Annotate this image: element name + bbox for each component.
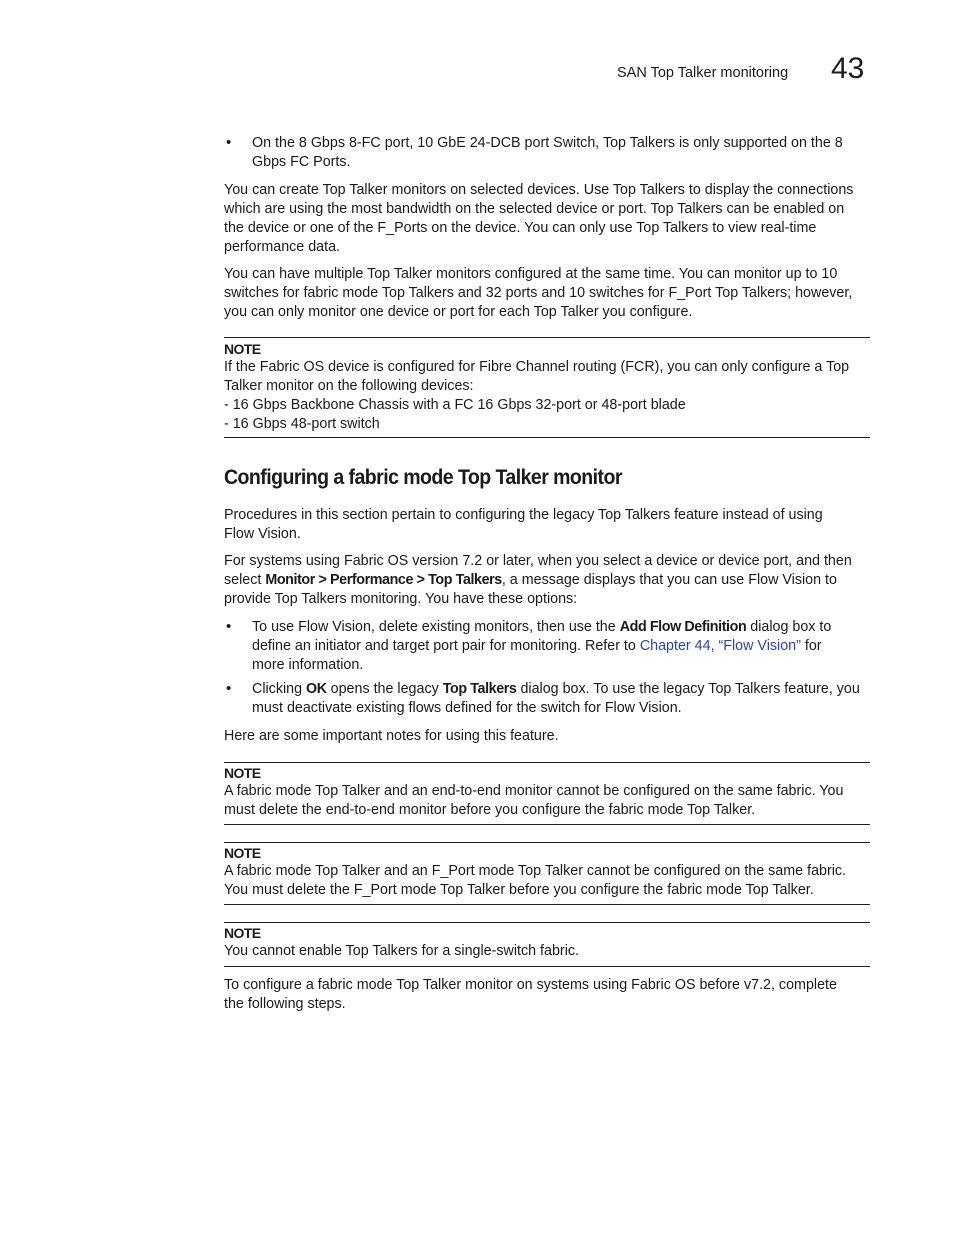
section-heading: Configuring a fabric mode Top Talker monitor bbox=[224, 466, 622, 489]
bullet-line: must deactivate existing flows defined for the switch for Flow Vision. bbox=[252, 700, 682, 716]
text-run: opens the legacy bbox=[326, 681, 443, 697]
paragraph-line bbox=[224, 571, 852, 590]
note-bottom-rule bbox=[224, 437, 870, 438]
paragraph-line: provide Top Talkers monitoring. You have these options: bbox=[224, 591, 578, 607]
note-label: NOTE bbox=[224, 341, 261, 357]
chapter-number: 43 bbox=[831, 52, 865, 85]
note-top-rule bbox=[224, 842, 870, 843]
note-label: NOTE bbox=[224, 925, 261, 941]
note-bottom-rule bbox=[224, 904, 870, 905]
paragraph-intro bbox=[224, 181, 853, 257]
text-run: Clicking bbox=[252, 681, 307, 697]
paragraph-multiple-monitors bbox=[224, 265, 852, 322]
bullet-icon: • bbox=[226, 618, 232, 635]
note-body bbox=[224, 358, 849, 434]
paragraph-line: which are using the most bandwidth on the selected device or port. Top Talkers can be enabled on bbox=[224, 201, 845, 217]
bullet-line: more information. bbox=[252, 657, 364, 673]
paragraph-line: You can create Top Talker monitors on selected devices. Use Top Talkers to display the connections bbox=[224, 182, 854, 198]
note-line: If the Fabric OS device is configured for Fibre Channel routing (FCR), you can only configure a Top bbox=[224, 359, 850, 375]
running-header-title: SAN Top Talker monitoring bbox=[617, 65, 789, 81]
text-run: dialog box to bbox=[746, 619, 832, 635]
note-top-rule bbox=[224, 762, 870, 763]
paragraph-notes-intro: Here are some important notes for using this feature. bbox=[224, 728, 559, 744]
ui-term: Add Flow Definition bbox=[619, 619, 747, 635]
paragraph-fabric-os bbox=[224, 552, 852, 609]
note-top-rule bbox=[224, 337, 870, 338]
note-line: - 16 Gbps Backbone Chassis with a FC 16 Gbps 32-port or 48-port blade bbox=[224, 397, 686, 413]
bullet-icon: • bbox=[226, 134, 232, 151]
note-line: A fabric mode Top Talker and an F_Port mode Top Talker cannot be configured on the same fabric. bbox=[224, 863, 847, 879]
text-run: define an initiator and target port pair for monitoring. Refer to bbox=[252, 638, 640, 654]
bullet-line bbox=[252, 680, 860, 699]
bullet-line bbox=[252, 637, 831, 656]
menu-path: Monitor > Performance > Top Talkers bbox=[265, 572, 502, 588]
paragraph-procedures bbox=[224, 506, 823, 544]
paragraph-line: switches for fabric mode Top Talkers and 32 ports and 10 switches for F_Port Top Talkers; however, bbox=[224, 285, 853, 301]
note-line: Talker monitor on the following devices: bbox=[224, 378, 474, 394]
paragraph-line: the following steps. bbox=[224, 996, 346, 1012]
note-line: - 16 Gbps 48-port switch bbox=[224, 416, 380, 432]
note-label: NOTE bbox=[224, 765, 261, 781]
ui-term: OK bbox=[306, 681, 327, 697]
note-body bbox=[224, 782, 843, 820]
bullet-item bbox=[252, 680, 860, 718]
paragraph-line: You can have multiple Top Talker monitors configured at the same time. You can monitor up to 10 bbox=[224, 266, 838, 282]
note-bottom-rule bbox=[224, 824, 870, 825]
bullet-item: On the 8 Gbps 8-FC port, 10 GbE 24-DCB port Switch, Top Talkers is only supported on the 8 Gbps FC Ports. bbox=[252, 135, 843, 170]
paragraph-line: To configure a fabric mode Top Talker monitor on systems using Fabric OS before v7.2, complete bbox=[224, 977, 837, 993]
paragraph-steps-intro bbox=[224, 976, 837, 1014]
note-line: You must delete the F_Port mode Top Talker before you configure the fabric mode Top Talker. bbox=[224, 882, 814, 898]
bullet-item bbox=[252, 618, 831, 675]
chapter-link[interactable]: Chapter 44, “Flow Vision” bbox=[639, 638, 801, 654]
text-run: To use Flow Vision, delete existing monitors, then use the bbox=[252, 619, 620, 635]
note-label: NOTE bbox=[224, 845, 261, 861]
note-body bbox=[224, 942, 579, 961]
note-line: You cannot enable Top Talkers for a single-switch fabric. bbox=[224, 943, 579, 959]
note-top-rule bbox=[224, 922, 870, 923]
note-line: A fabric mode Top Talker and an end-to-end monitor cannot be configured on the same fabric. You bbox=[224, 783, 844, 799]
bullet-icon: • bbox=[226, 680, 232, 697]
note-body bbox=[224, 862, 846, 900]
paragraph-line: For systems using Fabric OS version 7.2 or later, when you select a device or device port, and then bbox=[224, 553, 852, 569]
bullet-line bbox=[252, 618, 831, 637]
text-run: , a message displays that you can use Flow Vision to bbox=[501, 572, 837, 588]
note-line: must delete the end-to-end monitor before you configure the fabric mode Top Talker. bbox=[224, 802, 756, 818]
paragraph-line: Procedures in this section pertain to configuring the legacy Top Talkers feature instead of using bbox=[224, 507, 823, 523]
ui-term: Top Talkers bbox=[442, 681, 517, 697]
text-run: dialog box. To use the legacy Top Talkers feature, you bbox=[516, 681, 860, 697]
text-run: select bbox=[224, 572, 266, 588]
paragraph-line: you can only monitor one device or port for each Top Talker you configure. bbox=[224, 304, 693, 320]
text-run: for bbox=[800, 638, 822, 654]
paragraph-line: Flow Vision. bbox=[224, 526, 301, 542]
paragraph-line: performance data. bbox=[224, 239, 341, 255]
note-bottom-rule bbox=[224, 966, 870, 967]
paragraph-line: the device or one of the F_Ports on the device. You can only use Top Talkers to view real-time bbox=[224, 220, 817, 236]
